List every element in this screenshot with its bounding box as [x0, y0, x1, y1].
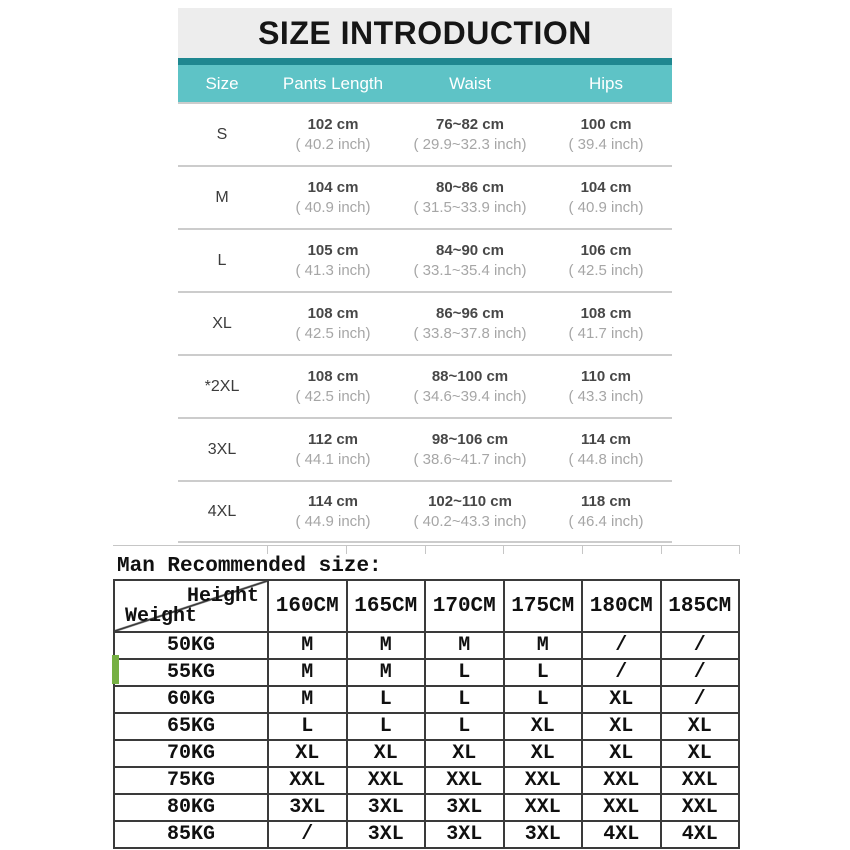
corner-height-label: Height: [186, 585, 259, 608]
recommend-row: [114, 632, 739, 659]
recommend-row: [114, 686, 739, 713]
size-label: S: [216, 125, 228, 143]
weight-label: 80KG: [114, 794, 268, 821]
inch-value: ( 46.4 inch): [568, 512, 644, 530]
grid-line-stub: [582, 546, 583, 554]
height-column-header: 160CM: [268, 580, 347, 632]
cm-value: 104 cm: [580, 178, 632, 196]
cm-value: 108 cm: [307, 304, 359, 322]
waist-cell: [400, 116, 540, 154]
cm-value: 110 cm: [580, 367, 632, 385]
corner-weight-label: Weight: [125, 605, 198, 628]
cm-value: 88~100 cm: [431, 367, 509, 385]
weight-label: 75KG: [114, 767, 268, 794]
size-recommendation-cell: L: [425, 713, 504, 740]
size-label: XL: [212, 314, 232, 332]
waist-cell: [400, 493, 540, 531]
cm-value: 114 cm: [580, 430, 632, 448]
hips-cell: [540, 493, 672, 531]
size-label: 4XL: [207, 502, 237, 520]
size-recommendation-cell: /: [582, 659, 661, 686]
grid-line-stub: [425, 546, 426, 554]
inch-value: ( 44.9 inch): [295, 512, 371, 530]
cm-value: 108 cm: [307, 367, 359, 385]
size-recommendation-cell: /: [661, 686, 740, 713]
cm-value: 114 cm: [307, 492, 359, 510]
size-recommendation-cell: XXL: [504, 767, 583, 794]
recommended-size-section: [113, 545, 740, 849]
pants-cell: [266, 431, 400, 469]
recommend-row: [114, 767, 739, 794]
page-title: SIZE INTRODUCTION: [178, 8, 672, 58]
size-introduction-table: [178, 8, 672, 543]
size-recommendation-cell: XXL: [268, 767, 347, 794]
size-recommendation-cell: XL: [661, 740, 740, 767]
size-recommendation-cell: L: [504, 686, 583, 713]
size-recommendation-cell: XXL: [347, 767, 426, 794]
weight-label: 55KG: [114, 659, 268, 686]
pants-cell: [266, 179, 400, 217]
cm-value: 98~106 cm: [431, 430, 509, 448]
inch-value: ( 40.9 inch): [568, 198, 644, 216]
pants-cell: [266, 116, 400, 154]
cm-value: 112 cm: [307, 430, 359, 448]
cm-value: 102~110 cm: [428, 492, 512, 510]
cm-value: 86~96 cm: [436, 304, 504, 322]
size-recommendation-cell: M: [268, 659, 347, 686]
inch-value: ( 29.9~32.3 inch): [413, 135, 527, 153]
waist-cell: [400, 242, 540, 280]
size-table-rows: [178, 102, 672, 543]
size-recommendation-cell: XL: [268, 740, 347, 767]
size-recommendation-cell: L: [268, 713, 347, 740]
cropped-spreadsheet-row: [113, 545, 740, 554]
size-recommendation-cell: XL: [504, 713, 583, 740]
recommend-table-heading: Man Recommended size:: [117, 555, 382, 578]
cm-value: 106 cm: [580, 241, 632, 259]
size-recommendation-cell: XXL: [661, 767, 740, 794]
inch-value: ( 39.4 inch): [568, 135, 644, 153]
waist-cell: [400, 179, 540, 217]
weight-label: 50KG: [114, 632, 268, 659]
pants-cell: [266, 242, 400, 280]
hips-cell: [540, 179, 672, 217]
column-header-hips: Hips: [588, 73, 623, 93]
header-accent-stripe: [178, 58, 672, 65]
cm-value: 104 cm: [307, 178, 359, 196]
size-recommendation-cell: XL: [582, 740, 661, 767]
size-recommendation-cell: L: [347, 686, 426, 713]
grid-line-stub: [267, 546, 268, 554]
size-label: 3XL: [207, 440, 237, 458]
size-recommendation-cell: M: [268, 686, 347, 713]
cm-value: 100 cm: [580, 115, 632, 133]
size-recommendation-cell: L: [425, 659, 504, 686]
size-recommendation-cell: 4XL: [582, 821, 661, 848]
height-column-header: 165CM: [347, 580, 426, 632]
table-row: [178, 417, 672, 480]
recommend-row: [114, 794, 739, 821]
grid-line-stub: [503, 546, 504, 554]
height-weight-corner-cell: [114, 580, 268, 632]
hips-cell: [540, 431, 672, 469]
size-recommendation-cell: 4XL: [661, 821, 740, 848]
weight-label: 60KG: [114, 686, 268, 713]
height-column-header: 175CM: [504, 580, 583, 632]
weight-label: 85KG: [114, 821, 268, 848]
hips-cell: [540, 368, 672, 406]
recommend-row: [114, 821, 739, 848]
recommend-row: [114, 740, 739, 767]
size-recommendation-cell: /: [268, 821, 347, 848]
size-recommendation-cell: 3XL: [347, 794, 426, 821]
size-recommendation-cell: 3XL: [504, 821, 583, 848]
table-row: [178, 228, 672, 291]
inch-value: ( 44.1 inch): [295, 450, 371, 468]
inch-value: ( 33.1~35.4 inch): [413, 261, 527, 279]
inch-value: ( 42.5 inch): [568, 261, 644, 279]
height-column-header: 180CM: [582, 580, 661, 632]
size-recommendation-cell: M: [347, 632, 426, 659]
size-recommendation-cell: XL: [504, 740, 583, 767]
size-label: L: [217, 251, 227, 269]
grid-line-stub: [661, 546, 662, 554]
recommend-row: [114, 713, 739, 740]
inch-value: ( 41.3 inch): [295, 261, 371, 279]
size-recommendation-cell: XL: [425, 740, 504, 767]
inch-value: ( 40.2~43.3 inch): [413, 512, 527, 530]
grid-line-stub: [739, 546, 740, 554]
weight-label: 65KG: [114, 713, 268, 740]
size-recommendation-cell: XL: [661, 713, 740, 740]
weight-label: 70KG: [114, 740, 268, 767]
size-label: *2XL: [204, 377, 240, 395]
hips-cell: [540, 305, 672, 343]
size-recommendation-cell: XXL: [582, 794, 661, 821]
table-row: [178, 165, 672, 228]
recommend-table: [113, 579, 740, 849]
size-recommendation-cell: M: [347, 659, 426, 686]
pants-cell: [266, 305, 400, 343]
inch-value: ( 42.5 inch): [295, 387, 371, 405]
height-column-header: 170CM: [425, 580, 504, 632]
inch-value: ( 34.6~39.4 inch): [413, 387, 527, 405]
size-recommendation-cell: 3XL: [268, 794, 347, 821]
height-column-header: 185CM: [661, 580, 740, 632]
size-recommendation-cell: M: [268, 632, 347, 659]
size-recommendation-cell: M: [504, 632, 583, 659]
spreadsheet-selection-marker: [112, 655, 119, 684]
size-recommendation-cell: XL: [347, 740, 426, 767]
cm-value: 108 cm: [580, 304, 632, 322]
inch-value: ( 43.3 inch): [568, 387, 644, 405]
column-header-size: Size: [205, 73, 239, 93]
inch-value: ( 44.8 inch): [568, 450, 644, 468]
inch-value: ( 42.5 inch): [295, 324, 371, 342]
size-recommendation-cell: XL: [582, 713, 661, 740]
size-recommendation-cell: 3XL: [425, 821, 504, 848]
size-recommendation-cell: L: [504, 659, 583, 686]
table-row: [178, 480, 672, 543]
size-recommendation-cell: 3XL: [425, 794, 504, 821]
size-recommendation-cell: /: [582, 632, 661, 659]
table-row: [178, 102, 672, 165]
size-recommendation-cell: XL: [582, 686, 661, 713]
size-recommendation-cell: XXL: [425, 767, 504, 794]
inch-value: ( 38.6~41.7 inch): [413, 450, 527, 468]
inch-value: ( 31.5~33.9 inch): [413, 198, 527, 216]
size-recommendation-cell: M: [425, 632, 504, 659]
column-header-waist: Waist: [449, 73, 491, 93]
inch-value: ( 41.7 inch): [568, 324, 644, 342]
cm-value: 105 cm: [307, 241, 359, 259]
size-recommendation-cell: L: [425, 686, 504, 713]
size-recommendation-cell: /: [661, 632, 740, 659]
size-recommendation-cell: L: [347, 713, 426, 740]
waist-cell: [400, 305, 540, 343]
inch-value: ( 40.9 inch): [295, 198, 371, 216]
cm-value: 76~82 cm: [436, 115, 504, 133]
cm-value: 84~90 cm: [436, 241, 504, 259]
table-row: [178, 354, 672, 417]
inch-value: ( 40.2 inch): [295, 135, 371, 153]
table-row: [178, 291, 672, 354]
cm-value: 102 cm: [307, 115, 359, 133]
size-recommendation-cell: 3XL: [347, 821, 426, 848]
cm-value: 118 cm: [580, 492, 632, 510]
size-recommendation-cell: XXL: [661, 794, 740, 821]
size-table-header-row: [178, 65, 672, 102]
size-recommendation-cell: /: [661, 659, 740, 686]
inch-value: ( 33.8~37.8 inch): [413, 324, 527, 342]
size-label: M: [215, 188, 229, 206]
size-recommendation-cell: XXL: [504, 794, 583, 821]
size-recommendation-cell: XXL: [582, 767, 661, 794]
hips-cell: [540, 116, 672, 154]
hips-cell: [540, 242, 672, 280]
recommend-row: [114, 659, 739, 686]
cm-value: 80~86 cm: [436, 178, 504, 196]
grid-line-stub: [346, 546, 347, 554]
recommend-header-row: [114, 580, 739, 632]
pants-cell: [266, 368, 400, 406]
waist-cell: [400, 431, 540, 469]
pants-cell: [266, 493, 400, 531]
waist-cell: [400, 368, 540, 406]
column-header-pants-length: Pants Length: [282, 73, 384, 93]
